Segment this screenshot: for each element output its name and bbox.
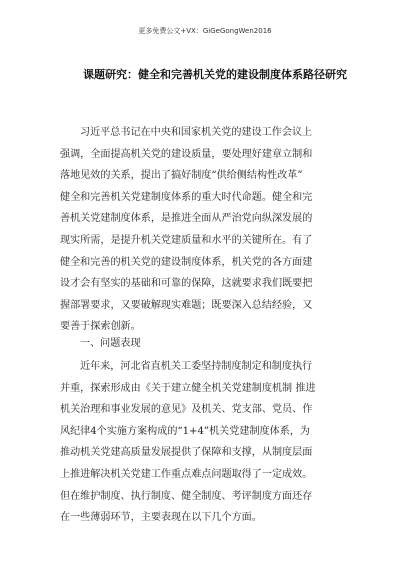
text-line: 风纪律4个实施方案构成的“1+4”机关党建制度体系，为 xyxy=(60,425,311,437)
text-line: 并重，探索形成由《关于建立健全机关党建制度机制 推进 xyxy=(60,382,316,394)
text-line: 要善于探索创新。 xyxy=(60,321,141,333)
text-line: 机关治理和事业发展的意见》及机关、党支部、党员、作 xyxy=(60,404,313,416)
text-line: 现实所需，是提升机关党建质量和水平的关键所在。有了 xyxy=(60,234,313,246)
text-line: 善机关党建制度体系，是推进全面从严治党向纵深发展的 xyxy=(60,213,313,225)
section-heading-text: 一、问题表现 xyxy=(80,338,141,349)
text-line: 推动机关党建高质量发展提供了保障和支撑，从制度层面 xyxy=(60,447,313,459)
text-line: 落地见效的关系，提出了搞好制度“供给侧结构性改革” xyxy=(60,170,303,182)
text-line: 设才会有坚实的基础和可靠的保障，这就要求我们既要把 xyxy=(60,278,313,290)
paragraph-intro xyxy=(60,122,358,338)
text-line: 但在维护制度、执行制度、健全制度、考评制度方面还存 xyxy=(60,490,313,502)
text-line: 健全和完善机关党建制度体系的重大时代命题。健全和完 xyxy=(60,191,313,203)
text-line: 近年来，河北省直机关工委坚持制度制定和制度执行 xyxy=(80,361,313,372)
text-line: 在一些薄弱环节，主要表现在以下几个方面。 xyxy=(60,512,262,524)
page-header-note: 更多免费公文+VX：GiGeGongWen2016 xyxy=(138,27,272,35)
text-line: 健全和完善的机关党的建设制度体系，机关党的各方面建 xyxy=(60,256,313,268)
text-line: 上推进解决机关党建工作重点难点问题取得了一定成效。 xyxy=(60,468,313,480)
section-heading xyxy=(60,333,358,355)
text-line: 习近平总书记在中央和国家机关党的建设工作会议上 xyxy=(80,127,313,138)
text-line: 强调，全面提高机关党的建设质量，要处理好建章立制和 xyxy=(60,148,313,160)
text-line: 握部署要求，又要破解现实难题；既要深入总结经验，又 xyxy=(60,299,313,311)
document-title: 课题研究：健全和完善机关党的建设制度体系路径研究 xyxy=(83,68,347,81)
paragraph-problems xyxy=(60,356,358,529)
